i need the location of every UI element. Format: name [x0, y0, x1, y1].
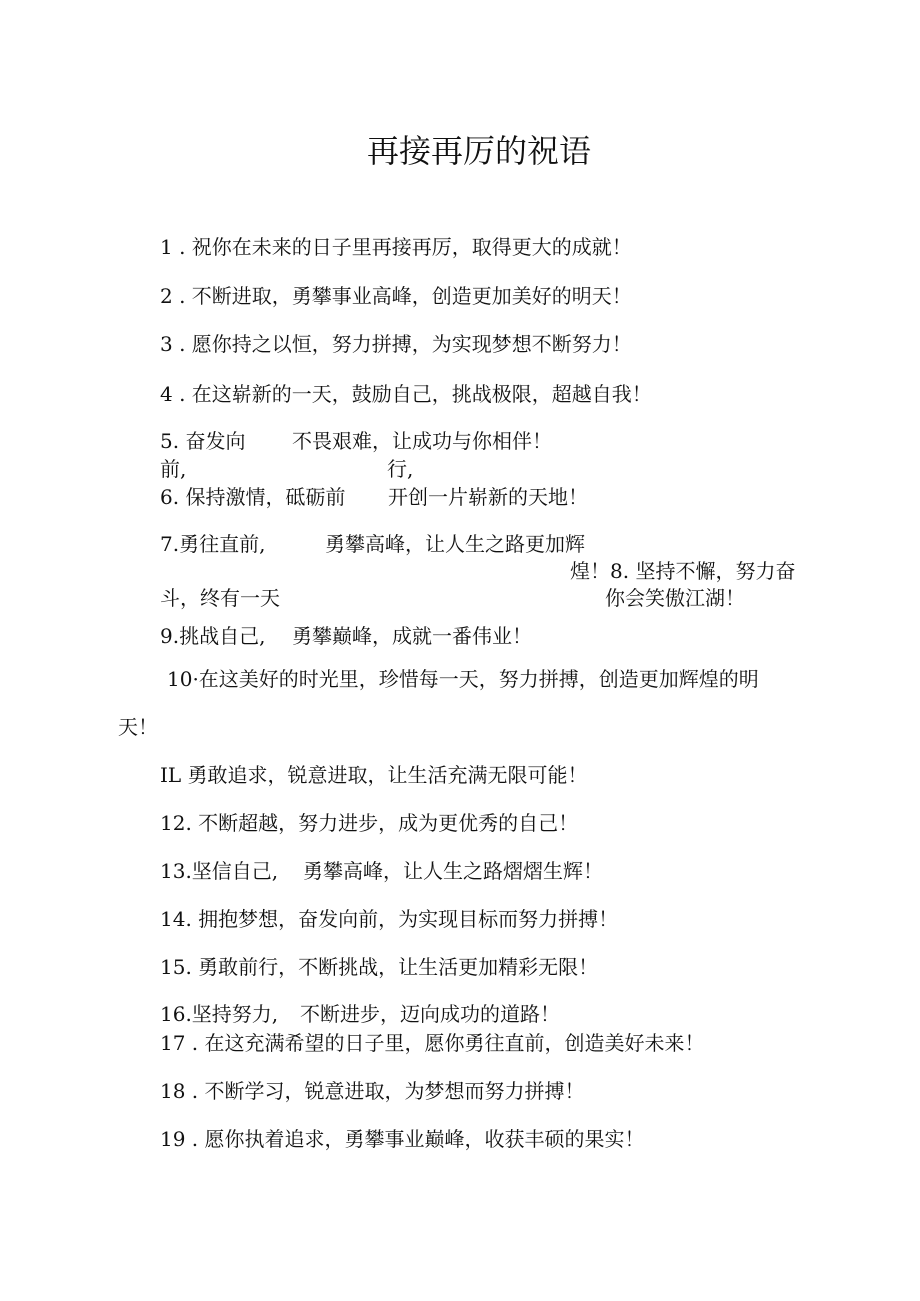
- wish-line-10: 10·在这美好的时光里，珍惜每一天，努力拼搏，创造更加辉煌的明: [167, 667, 759, 691]
- wish-line-17: 17 . 在这充满希望的日子里，愿你勇往直前，创造美好未来！: [160, 1031, 705, 1055]
- wish-line-15: 15. 勇敢前行，不断挑战，让生活更加精彩无限！: [160, 955, 599, 979]
- wish-line-18: 18 . 不断学习，锐意进取，为梦想而努力拼搏！: [160, 1079, 585, 1103]
- wish-line-8-end: 你会笑傲江湖！: [605, 586, 745, 610]
- wish-line-6-start: 6. 保持激情，砥砺前: [160, 485, 346, 509]
- wish-line-11: IL 勇敢追求，锐意进取，让生活充满无限可能！: [160, 763, 588, 787]
- wish-line-12: 12. 不断超越，努力进步，成为更优秀的自己！: [160, 811, 579, 835]
- wish-line-4: 4 . 在这崭新的一天，鼓励自己，挑战极限，超越自我！: [160, 382, 652, 406]
- wish-line-7-end: 勇攀高峰，让人生之路更加辉: [325, 532, 585, 556]
- wish-line-13-end: 勇攀高峰，让人生之路熠熠生辉！: [303, 859, 603, 883]
- wish-line-13-start: 13.坚信自己,: [160, 859, 279, 883]
- wish-line-6-fragment: 行,: [387, 457, 414, 481]
- wish-line-5-start: 5. 奋发向: [160, 429, 246, 453]
- wish-line-1: 1 . 祝你在未来的日子里再接再厉，取得更大的成就！: [160, 235, 632, 259]
- wish-line-2: 2 . 不断进取，勇攀事业高峰，创造更加美好的明天！: [160, 284, 632, 308]
- wish-line-8-start: 煌！8. 坚持不懈，努力奋: [570, 559, 796, 583]
- wish-line-14: 14. 拥抱梦想，奋发向前，为实现目标而努力拼搏！: [160, 907, 619, 931]
- wish-line-9-start: 9.挑战自己,: [160, 624, 266, 648]
- wish-line-6-end: 开创一片崭新的天地！: [388, 485, 588, 509]
- wish-line-16-end: 不断进步，迈向成功的道路！: [300, 1002, 560, 1026]
- wish-line-7-start: 7.勇往直前,: [160, 532, 266, 556]
- wish-line-8-middle: 斗，终有一天: [160, 586, 280, 610]
- wish-line-5-fragment: 前,: [160, 457, 187, 481]
- wish-line-9-end: 勇攀巅峰，成就一番伟业！: [292, 624, 532, 648]
- document-title: 再接再厉的祝语: [366, 132, 591, 170]
- wish-line-5-end: 不畏艰难，让成功与你相伴！: [292, 429, 552, 453]
- wish-line-3: 3 . 愿你持之以恒，努力拼搏，为实现梦想不断努力！: [160, 332, 632, 356]
- wish-line-19: 19 . 愿你执着追求，勇攀事业巅峰，收获丰硕的果实！: [160, 1127, 645, 1151]
- wish-line-16-start: 16.坚持努力,: [160, 1002, 279, 1026]
- wish-line-10-wrap: 天！: [118, 715, 158, 739]
